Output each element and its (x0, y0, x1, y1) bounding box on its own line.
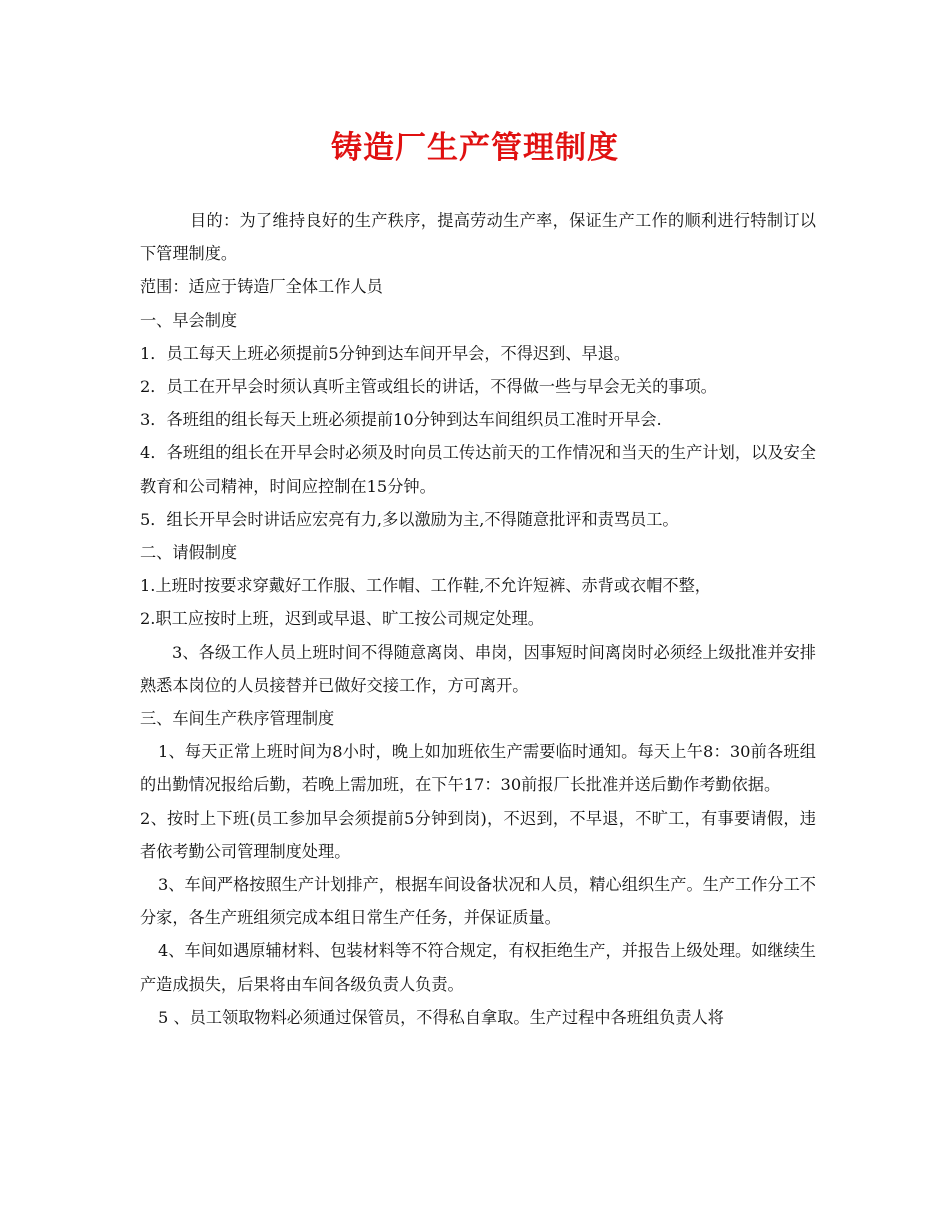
paragraph: 目的：为了维持良好的生产秩序，提高劳动生产率，保证生产工作的顺利进行特制订以下管理制度。 (140, 211, 816, 264)
paragraph: 3、车间严格按照生产计划排产，根据车间设备状况和人员，精心组织生产。生产工作分工不分家，各生产班组须完成本组日常生产任务，并保证质量。 (140, 875, 816, 928)
paragraph: 2.职工应按时上班，迟到或早退、旷工按公司规定处理。 (140, 609, 544, 629)
paragraph: 4．各班组的组长在开早会时必须及时向员工传达前天的工作情况和当天的生产计划，以及安全教育和公司精神，时间应控制在15分钟。 (140, 443, 816, 496)
paragraph: 1．员工每天上班必须提前5分钟到达车间开早会，不得迟到、早退。 (140, 343, 631, 363)
paragraph: 3、各级工作人员上班时间不得随意离岗、串岗，因事短时间离岗时必须经上级批准并安排熟悉本岗位的人员接替并已做好交接工作，方可离开。 (140, 642, 816, 695)
paragraph: 二、请假制度 (140, 543, 238, 563)
paragraph: 2．员工在开早会时须认真听主管或组长的讲话，不得做一些与早会无关的事项。 (140, 377, 717, 397)
paragraph: 3．各班组的组长每天上班必须提前10分钟到达车间组织员工准时开早会. (140, 410, 662, 430)
paragraph: 5 、员工领取物料必须通过保管员，不得私自拿取。生产过程中各班组负责人将 (158, 1007, 724, 1027)
document-title: 铸造厂生产管理制度 (331, 130, 619, 166)
document-body (140, 204, 816, 1034)
paragraph: 2、按时上下班(员工参加早会须提前5分钟到岗)，不迟到，不早退，不旷工，有事要请假，违者依考勤公司管理制度处理。 (140, 808, 816, 861)
paragraph: 范围：适应于铸造厂全体工作人员 (140, 277, 383, 297)
paragraph: 1.上班时按要求穿戴好工作服、工作帽、工作鞋,不允许短裤、赤背或衣帽不整， (140, 576, 711, 596)
paragraph: 1、每天正常上班时间为8小时，晚上如加班依生产需要临时通知。每天上午8：30前各班组的出勤情况报给后勤，若晚上需加班，在下午17：30前报厂长批准并送后勤作考勤依据。 (140, 742, 816, 795)
paragraph: 一、早会制度 (140, 310, 238, 330)
paragraph: 4、车间如遇原辅材料、包装材料等不符合规定，有权拒绝生产，并报告上级处理。如继续生产造成损失，后果将由车间各级负责人负责。 (140, 941, 816, 994)
paragraph: 5．组长开早会时讲话应宏亮有力,多以激励为主,不得随意批评和责骂员工。 (140, 509, 679, 529)
paragraph: 三、车间生产秩序管理制度 (140, 709, 335, 729)
